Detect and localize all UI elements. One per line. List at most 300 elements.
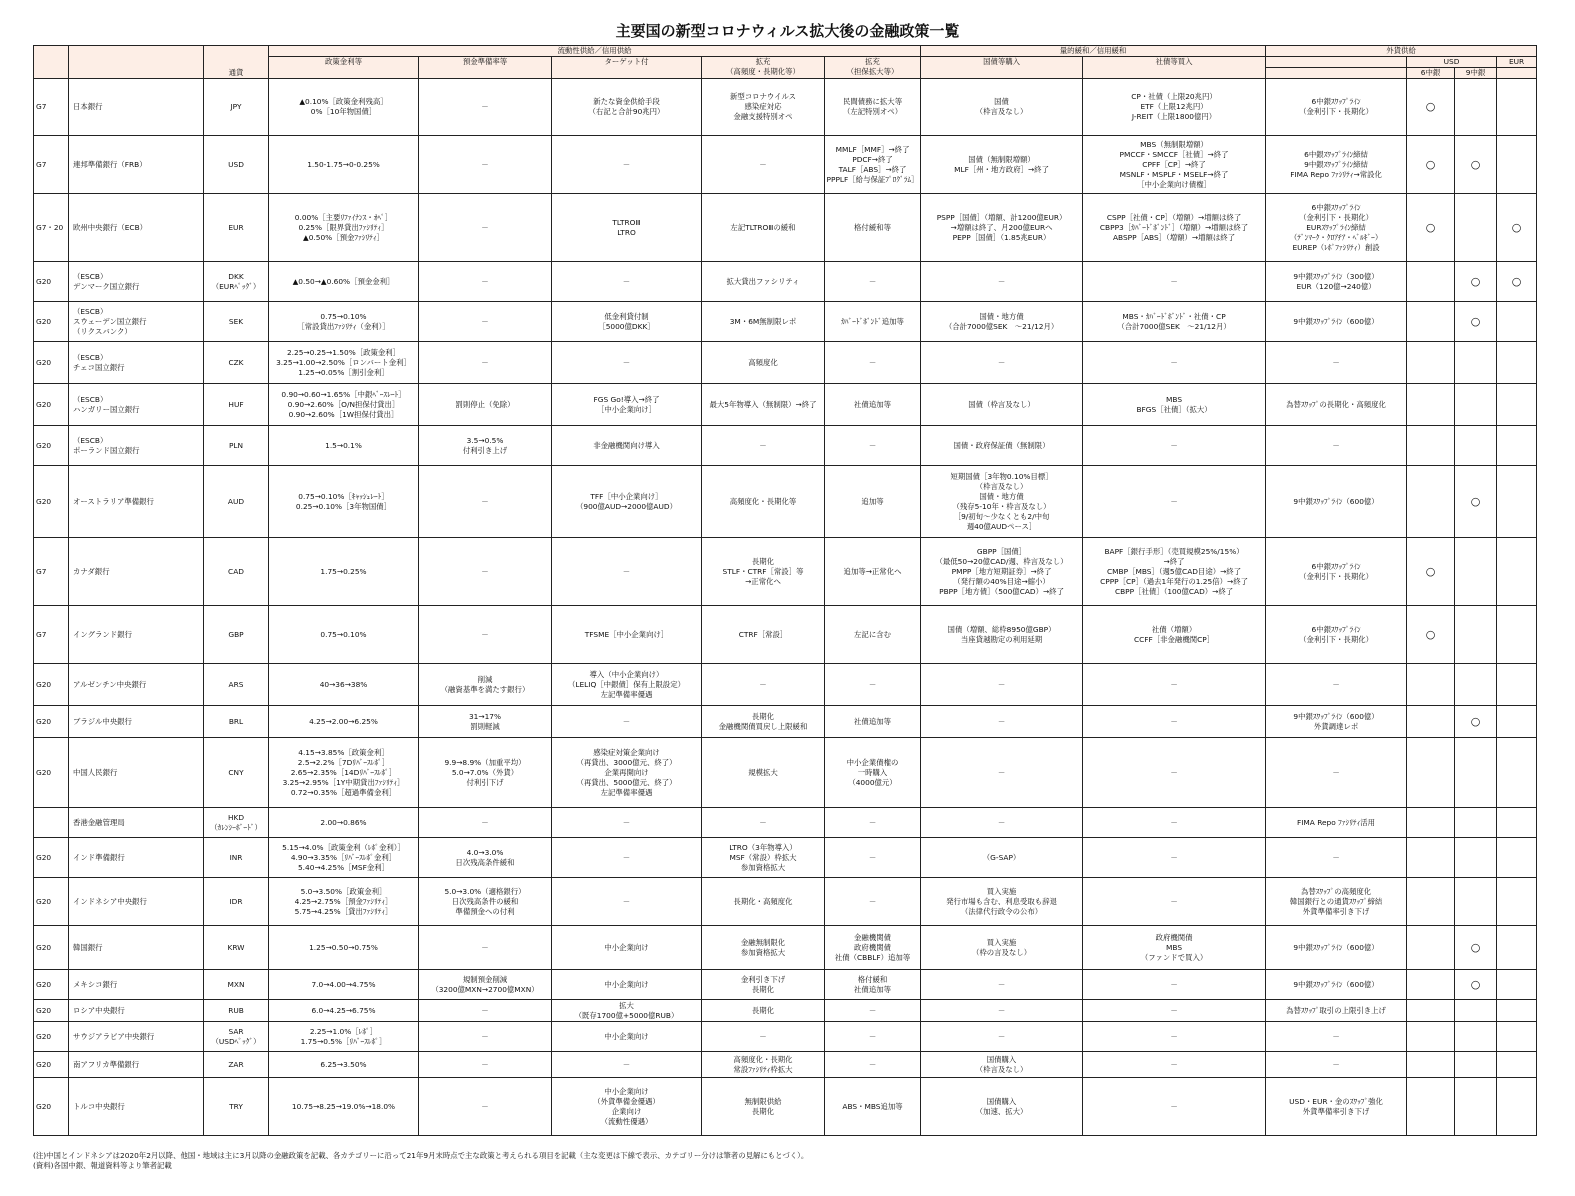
cell-group: G20 (34, 706, 69, 738)
cell-gov: － (921, 262, 1083, 302)
table-row (34, 1052, 1537, 1078)
cell-corp: － (1083, 262, 1266, 302)
source-text: (資料)各国中銀、報道資料等より筆者記載 (33, 1161, 172, 1170)
cell-bank: イングランド銀行 (69, 606, 204, 664)
cell-group: G20 (34, 302, 69, 342)
cell-bank: カナダ銀行 (69, 538, 204, 606)
cell-coll: 格付緩和等 (825, 194, 921, 262)
cell-group: G7 (34, 538, 69, 606)
cell-coll: 民間債務に拡大等 （左記特別オペ） (825, 79, 921, 136)
cell-cur: CNY (204, 738, 269, 808)
cell-reserve: － (419, 926, 552, 970)
cell-eur (1497, 79, 1537, 136)
cell-u6 (1407, 1000, 1455, 1022)
header-expansion-collateral: 拡充 （担保拡大等） (825, 57, 921, 79)
cell-corp: － (1083, 664, 1266, 706)
cell-gov: 国債（枠言及なし） (921, 384, 1083, 426)
cell-gov: 国債・政府保証債（無制限） (921, 426, 1083, 466)
cell-rate: 1.5→0.1% (269, 426, 419, 466)
cell-gov: － (921, 738, 1083, 808)
cell-rate: 1.50-1.75→0-0.25% (269, 136, 419, 194)
cell-targeted: 中小企業向け (552, 926, 702, 970)
cell-gov: 国債 （枠言及なし） (921, 79, 1083, 136)
cell-coll: － (825, 838, 921, 878)
cell-cur: SAR （USDﾍﾟｯｸﾞ） (204, 1022, 269, 1052)
cell-bank: （ESCB） デンマーク国立銀行 (69, 262, 204, 302)
header-govt-bonds: 国債等購入 (921, 57, 1083, 79)
cell-rate: 5.15→4.0%［政策金利（ﾚﾎﾟ金利）］ 4.90→3.35%［ﾘﾊﾞｰｽﾚﾎﾟ金利］ 5.40→4.25%［MSF金利］ (269, 838, 419, 878)
cell-targeted: 拡大 （既存1700億+5000億RUB） (552, 1000, 702, 1022)
table-row (34, 664, 1537, 706)
header-targeted: ターゲット付 (552, 57, 702, 79)
table-row (34, 808, 1537, 838)
cell-bank: メキシコ銀行 (69, 970, 204, 1000)
cell-gov: 買入実施 （枠の言及なし） (921, 926, 1083, 970)
cell-gov: （G-SAP） (921, 838, 1083, 878)
cell-corp: － (1083, 706, 1266, 738)
cell-u9 (1455, 838, 1497, 878)
cell-reserve: － (419, 79, 552, 136)
cell-u6 (1407, 1022, 1455, 1052)
cell-u9: ○ (1455, 262, 1497, 302)
cell-eur (1497, 1078, 1537, 1136)
cell-fx: － (1266, 838, 1407, 878)
cell-u9: ○ (1455, 466, 1497, 538)
cell-bank: 欧州中央銀行（ECB） (69, 194, 204, 262)
cell-eur: ○ (1497, 194, 1537, 262)
cell-group: G20 (34, 970, 69, 1000)
cell-u6 (1407, 262, 1455, 302)
cell-corp: CP・社債（上限20兆円） ETF（上限12兆円） J-REIT（上限1800億円） (1083, 79, 1266, 136)
header-fx-blank (1266, 57, 1407, 68)
header-eur: EUR (1497, 57, 1537, 68)
cell-group: G20 (34, 1000, 69, 1022)
cell-freq: － (702, 808, 825, 838)
cell-coll: － (825, 1052, 921, 1078)
cell-u6 (1407, 426, 1455, 466)
cell-cur: AUD (204, 466, 269, 538)
cell-cur: PLN (204, 426, 269, 466)
cell-reserve: 規制預金削減 （3200億MXN→2700億MXN） (419, 970, 552, 1000)
cell-fx: 6中銀ｽﾜｯﾌﾟﾗｲﾝ締結 9中銀ｽﾜｯﾌﾟﾗｲﾝ締結 FIMA Repo ﾌｧｼﾘﾃｨ→常設化 (1266, 136, 1407, 194)
cell-u9 (1455, 538, 1497, 606)
cell-targeted: － (552, 342, 702, 384)
cell-u9: ○ (1455, 302, 1497, 342)
cell-reserve: － (419, 342, 552, 384)
cell-coll: － (825, 1000, 921, 1022)
cell-reserve: 9.9→8.9%（加重平均） 5.0→7.0%（外貨） 付利引下げ (419, 738, 552, 808)
cell-fx: 6中銀ｽﾜｯﾌﾟﾗｲﾝ （金利引下・長期化） (1266, 606, 1407, 664)
cell-group: G7 (34, 136, 69, 194)
cell-eur (1497, 606, 1537, 664)
cell-coll: － (825, 1022, 921, 1052)
cell-corp: － (1083, 1078, 1266, 1136)
cell-reserve: － (419, 1078, 552, 1136)
cell-rate: 2.25→1.0%［ﾚﾎﾟ］ 1.75→0.5%［ﾘﾊﾞｰｽﾚﾎﾟ］ (269, 1022, 419, 1052)
cell-eur (1497, 342, 1537, 384)
cell-cur: BRL (204, 706, 269, 738)
notes (33, 1151, 808, 1171)
cell-u9: ○ (1455, 706, 1497, 738)
cell-gov: － (921, 1000, 1083, 1022)
cell-bank: 南アフリカ準備銀行 (69, 1052, 204, 1078)
cell-bank: 中国人民銀行 (69, 738, 204, 808)
policy-table (33, 45, 1537, 1136)
cell-group: G20 (34, 926, 69, 970)
cell-eur (1497, 426, 1537, 466)
cell-u6 (1407, 1078, 1455, 1136)
cell-targeted: TLTROⅢ LTRO (552, 194, 702, 262)
cell-bank: サウジアラビア中央銀行 (69, 1022, 204, 1052)
cell-eur (1497, 926, 1537, 970)
cell-bank: 連邦準備銀行（FRB） (69, 136, 204, 194)
cell-bank: ブラジル中央銀行 (69, 706, 204, 738)
cell-coll: － (825, 262, 921, 302)
cell-freq: 最大5年物導入（無制限）→終了 (702, 384, 825, 426)
cell-gov: 国債・地方債 （合計7000億SEK ～21/12月） (921, 302, 1083, 342)
cell-freq: 金利引き下げ 長期化 (702, 970, 825, 1000)
cell-freq: － (702, 664, 825, 706)
cell-bank: インド準備銀行 (69, 838, 204, 878)
cell-reserve: 5.0→3.0%（適格銀行） 日次残高条件の緩和 準備預金への付利 (419, 878, 552, 926)
cell-eur (1497, 1022, 1537, 1052)
cell-reserve: － (419, 136, 552, 194)
cell-rate: 4.15→3.85%［政策金利］ 2.5→2.2%［7Dﾘﾊﾞｰｽﾚﾎﾟ］ 2.65→2.35%［14Dﾘﾊﾞｰｽﾚﾎﾟ］ 3.25→2.95%［1Y中期貸出ﾌｧｼﾘﾃｨ］ 0.72→0.35%［超過準備金利］ (269, 738, 419, 808)
cell-reserve: － (419, 538, 552, 606)
cell-cur: INR (204, 838, 269, 878)
cell-u6: ○ (1407, 606, 1455, 664)
header-eur-blank (1497, 68, 1537, 79)
header-six-banks: 6中銀 (1407, 68, 1455, 79)
cell-corp: MBS（無制限増額） PMCCF・SMCCF［社債］→終了 CPFF［CP］→終了 MSNLF・MSPLF・MSELF→終了 ［中小企業向け債権］ (1083, 136, 1266, 194)
cell-u9 (1455, 664, 1497, 706)
cell-freq: 左記TLTROⅢの緩和 (702, 194, 825, 262)
cell-group: G20 (34, 466, 69, 538)
cell-targeted: － (552, 878, 702, 926)
header-blank-group (34, 46, 69, 79)
cell-corp: MBS・ｶﾊﾞｰﾄﾞﾎﾞﾝﾄﾞ・社債・CP （合計7000億SEK ～21/12月） (1083, 302, 1266, 342)
cell-rate: 6.25→3.50% (269, 1052, 419, 1078)
cell-reserve: 31→17% 罰則軽減 (419, 706, 552, 738)
cell-freq: CTRF［常設］ (702, 606, 825, 664)
cell-coll: ｶﾊﾞｰﾄﾞﾎﾞﾝﾄﾞ追加等 (825, 302, 921, 342)
cell-eur (1497, 878, 1537, 926)
cell-targeted: － (552, 136, 702, 194)
cell-corp: CSPP［社債・CP］（増額）→増額は終了 CBPP3［ｶﾊﾞｰﾄﾞﾎﾞﾝﾄﾞ］（増額）→増額は終了 ABSPP［ABS］（増額）→増額は終了 (1083, 194, 1266, 262)
cell-cur: HUF (204, 384, 269, 426)
cell-fx: － (1266, 1022, 1407, 1052)
cell-bank: （ESCB） ハンガリー国立銀行 (69, 384, 204, 426)
cell-corp: MBS BFGS［社債］（拡大） (1083, 384, 1266, 426)
cell-reserve: － (419, 194, 552, 262)
cell-eur (1497, 664, 1537, 706)
cell-u9 (1455, 384, 1497, 426)
cell-freq: 3M・6M無制限レポ (702, 302, 825, 342)
cell-freq: 金融無制限化 参加資格拡大 (702, 926, 825, 970)
cell-fx: 6中銀ｽﾜｯﾌﾟﾗｲﾝ （金利引下・長期化） (1266, 79, 1407, 136)
cell-coll: MMLF［MMF］→終了 PDCF→終了 TALF［ABS］→終了 PPPLF［給与保証ﾌﾟﾛｸﾞﾗﾑ］ (825, 136, 921, 194)
cell-freq: － (702, 1022, 825, 1052)
cell-fx: 9中銀ｽﾜｯﾌﾟﾗｲﾝ（600億） 外貨調達レポ (1266, 706, 1407, 738)
cell-corp: － (1083, 738, 1266, 808)
cell-eur: ○ (1497, 262, 1537, 302)
cell-cur: DKK （EURﾍﾟｯｸﾞ） (204, 262, 269, 302)
table-row (34, 262, 1537, 302)
cell-u6: ○ (1407, 538, 1455, 606)
cell-rate: 6.0→4.25→6.75% (269, 1000, 419, 1022)
cell-corp: － (1083, 342, 1266, 384)
cell-gov: 短期国債［3年物0.10%目標］ （枠言及なし） 国債・地方債 （残存5-10年・枠言及なし） ［9/初旬～少なくとも2/中旬 週40億AUDペース］ (921, 466, 1083, 538)
cell-targeted: FGS Go!導入→終了 ［中小企業向け］ (552, 384, 702, 426)
table-row (34, 194, 1537, 262)
cell-freq: 長期化 STLF・CTRF［常設］等 →正常化へ (702, 538, 825, 606)
cell-u9: ○ (1455, 136, 1497, 194)
cell-reserve: － (419, 1000, 552, 1022)
cell-cur: CZK (204, 342, 269, 384)
cell-freq: 無制限供給 長期化 (702, 1078, 825, 1136)
cell-fx: 為替ｽﾜｯﾌﾟの長期化・高頻度化 (1266, 384, 1407, 426)
cell-u9 (1455, 1052, 1497, 1078)
cell-u9 (1455, 878, 1497, 926)
cell-fx: － (1266, 1052, 1407, 1078)
cell-u9: ○ (1455, 970, 1497, 1000)
table-row (34, 970, 1537, 1000)
cell-cur: TRY (204, 1078, 269, 1136)
cell-rate: 1.75→0.25% (269, 538, 419, 606)
cell-corp: － (1083, 878, 1266, 926)
header-nine-banks: 9中銀 (1455, 68, 1497, 79)
cell-freq: 高頻度化・長期化 常設ﾌｧｼﾘﾃｨ枠拡大 (702, 1052, 825, 1078)
cell-freq: 新型コロナウイルス 感染症対応 金融支援特別オペ (702, 79, 825, 136)
cell-coll: 社債追加等 (825, 706, 921, 738)
cell-reserve: － (419, 262, 552, 302)
cell-targeted: 中小企業向け （外貨準備金優遇） 企業向け （流動性優遇） (552, 1078, 702, 1136)
cell-group: G20 (34, 342, 69, 384)
cell-bank: 香港金融管理局 (69, 808, 204, 838)
cell-group: G7 (34, 79, 69, 136)
cell-gov: － (921, 1022, 1083, 1052)
cell-group: G20 (34, 384, 69, 426)
cell-freq: － (702, 136, 825, 194)
header-reserve-ratio: 預金準備率等 (419, 57, 552, 79)
cell-bank: ロシア中央銀行 (69, 1000, 204, 1022)
cell-u6 (1407, 838, 1455, 878)
cell-fx: － (1266, 342, 1407, 384)
table-row (34, 466, 1537, 538)
table-header (34, 46, 1537, 79)
cell-coll: － (825, 664, 921, 706)
cell-gov: 国債（増額、総枠8950億GBP） 当座貸越勘定の利用延期 (921, 606, 1083, 664)
cell-gov: － (921, 706, 1083, 738)
cell-corp: － (1083, 1052, 1266, 1078)
cell-cur: ARS (204, 664, 269, 706)
cell-cur: MXN (204, 970, 269, 1000)
cell-u9 (1455, 79, 1497, 136)
cell-targeted: 中小企業向け (552, 1022, 702, 1052)
cell-targeted: TFSME［中小企業向け］ (552, 606, 702, 664)
cell-eur (1497, 838, 1537, 878)
cell-targeted: TFF［中小企業向け］ （900億AUD→2000億AUD） (552, 466, 702, 538)
cell-gov: 買入実施 発行市場も含む、利息受取も辞退 （法律代行政令の公布） (921, 878, 1083, 926)
cell-eur (1497, 466, 1537, 538)
cell-bank: （ESCB） スウェーデン国立銀行 （リクスバンク） (69, 302, 204, 342)
cell-targeted: 感染症対策企業向け （再貸出、3000億元、終了） 企業再開向け （再貸出、5000億元、終了） 左記準備率優遇 (552, 738, 702, 808)
cell-corp: 社債（増額） CCFF［非金融機関CP］ (1083, 606, 1266, 664)
cell-coll: 金融機関債 政府機関債 社債（CBBLF）追加等 (825, 926, 921, 970)
cell-gov: － (921, 970, 1083, 1000)
cell-fx: － (1266, 426, 1407, 466)
header-liquidity-group: 流動性供給／信用供給 (269, 46, 921, 57)
cell-u9 (1455, 1022, 1497, 1052)
cell-rate: 0.90→0.60→1.65%［中銀ﾍﾞｰｽﾚｰﾄ］ 0.90→2.60%［O/N担保付貸出］ 0.90→2.60%［1W担保付貸出］ (269, 384, 419, 426)
cell-cur: EUR (204, 194, 269, 262)
cell-rate: 7.0→4.00→4.75% (269, 970, 419, 1000)
cell-cur: HKD （ｶﾚﾝｼｰﾎﾞｰﾄﾞ） (204, 808, 269, 838)
cell-u6: ○ (1407, 194, 1455, 262)
cell-reserve: 4.0→3.0% 日次残高条件緩和 (419, 838, 552, 878)
cell-freq: 長期化 金融機関債買戻し上限緩和 (702, 706, 825, 738)
cell-rate: 0.75→0.10% ［常設貸出ﾌｧｼﾘﾃｨ（金利）］ (269, 302, 419, 342)
table-row (34, 838, 1537, 878)
cell-targeted: 低金利貸付制 ［5000億DKK］ (552, 302, 702, 342)
cell-group: G20 (34, 1078, 69, 1136)
cell-bank: 日本銀行 (69, 79, 204, 136)
cell-u9 (1455, 342, 1497, 384)
cell-cur: ZAR (204, 1052, 269, 1078)
cell-targeted: － (552, 808, 702, 838)
cell-gov: － (921, 664, 1083, 706)
cell-gov: PSPP［国債］（増額、計1200億EUR） →増額は終了、月200億EURへ PEPP［国債］（1.85兆EUR） (921, 194, 1083, 262)
header-usd: USD (1407, 57, 1497, 68)
table-row (34, 342, 1537, 384)
cell-coll: 中小企業債権の 一時購入 （4000億元） (825, 738, 921, 808)
cell-rate: 40→36→38% (269, 664, 419, 706)
cell-u6 (1407, 342, 1455, 384)
cell-u9 (1455, 808, 1497, 838)
cell-rate: 5.0→3.50%［政策金利］ 4.25→2.75%［預金ﾌｧｼﾘﾃｨ］ 5.75→4.25%［貸出ﾌｧｼﾘﾃｨ］ (269, 878, 419, 926)
table-row (34, 79, 1537, 136)
table-row (34, 606, 1537, 664)
cell-bank: （ESCB） ポーランド国立銀行 (69, 426, 204, 466)
cell-corp: － (1083, 466, 1266, 538)
cell-eur (1497, 136, 1537, 194)
table-row (34, 738, 1537, 808)
header-currency: 通貨 (204, 46, 269, 79)
cell-u6 (1407, 706, 1455, 738)
cell-bank: オーストラリア準備銀行 (69, 466, 204, 538)
cell-coll: 社債追加等 (825, 384, 921, 426)
cell-fx: 為替ｽﾜｯﾌﾟ取引の上限引き上げ (1266, 1000, 1407, 1022)
cell-coll: 格付緩和 社債追加等 (825, 970, 921, 1000)
cell-u6 (1407, 302, 1455, 342)
cell-fx: 為替ｽﾜｯﾌﾟの高頻度化 韓国銀行との通貨ｽﾜｯﾌﾟ締結 外貨準備率引き下げ (1266, 878, 1407, 926)
table-row (34, 878, 1537, 926)
cell-eur (1497, 738, 1537, 808)
cell-gov: 国債購入 （枠言及なし） (921, 1052, 1083, 1078)
cell-targeted: － (552, 262, 702, 302)
cell-rate: 2.00→0.86% (269, 808, 419, 838)
cell-reserve: － (419, 302, 552, 342)
table-row (34, 1000, 1537, 1022)
cell-cur: USD (204, 136, 269, 194)
table-row (34, 426, 1537, 466)
cell-bank: 韓国銀行 (69, 926, 204, 970)
cell-corp: － (1083, 1022, 1266, 1052)
cell-corp: － (1083, 808, 1266, 838)
cell-corp: 政府機関債 MBS （ファンドで買入） (1083, 926, 1266, 970)
table-row (34, 1022, 1537, 1052)
cell-freq: 規模拡大 (702, 738, 825, 808)
cell-group: G20 (34, 426, 69, 466)
cell-freq: － (702, 426, 825, 466)
cell-fx: USD・EUR・金のｽﾜｯﾌﾟ強化 外貨準備率引き下げ (1266, 1078, 1407, 1136)
cell-fx: 6中銀ｽﾜｯﾌﾟﾗｲﾝ （金利引下・長期化） EURｽﾜｯﾌﾟﾗｲﾝ締結 （ﾃﾞﾝﾏｰｸ・ｸﾛｱﾁｱ・ﾍﾞﾙｷﾞｰ） EUREP（ﾚﾎﾟﾌｧｼﾘﾃｨ）創設 (1266, 194, 1407, 262)
cell-u9 (1455, 606, 1497, 664)
cell-reserve: － (419, 808, 552, 838)
cell-u9: ○ (1455, 926, 1497, 970)
cell-targeted: － (552, 538, 702, 606)
cell-reserve: － (419, 1052, 552, 1078)
cell-u9 (1455, 426, 1497, 466)
cell-gov: － (921, 808, 1083, 838)
cell-gov: GBPP［国債］ （最低50→20億CAD/週、枠言及なし） PMPP［地方短期証券］→終了 （発行額の40%目途→縮小） PBPP［地方債］（500億CAD）→終了 (921, 538, 1083, 606)
table-row (34, 384, 1537, 426)
cell-fx: 9中銀ｽﾜｯﾌﾟﾗｲﾝ（600億） (1266, 466, 1407, 538)
cell-cur: RUB (204, 1000, 269, 1022)
cell-fx: 9中銀ｽﾜｯﾌﾟﾗｲﾝ（600億） (1266, 970, 1407, 1000)
header-policy-rate: 政策金利等 (269, 57, 419, 79)
cell-gov: － (921, 342, 1083, 384)
cell-u6: ○ (1407, 79, 1455, 136)
table-row (34, 302, 1537, 342)
cell-rate: 4.25→2.00→6.25% (269, 706, 419, 738)
cell-reserve: 3.5→0.5% 付利引き上げ (419, 426, 552, 466)
cell-bank: アルゼンチン中央銀行 (69, 664, 204, 706)
cell-rate: 2.25→0.25→1.50%［政策金利］ 3.25→1.00→2.50%［ロンバート金利］ 1.25→0.05%［割引金利］ (269, 342, 419, 384)
cell-eur (1497, 706, 1537, 738)
cell-u6 (1407, 926, 1455, 970)
cell-eur (1497, 538, 1537, 606)
cell-fx: 9中銀ｽﾜｯﾌﾟﾗｲﾝ（600億） (1266, 302, 1407, 342)
cell-cur: JPY (204, 79, 269, 136)
cell-u6 (1407, 808, 1455, 838)
cell-cur: GBP (204, 606, 269, 664)
cell-freq: 長期化・高頻度化 (702, 878, 825, 926)
cell-targeted: － (552, 706, 702, 738)
header-corp-bonds: 社債等買入 (1083, 57, 1266, 79)
cell-reserve: － (419, 1022, 552, 1052)
cell-corp: － (1083, 426, 1266, 466)
cell-u9 (1455, 1078, 1497, 1136)
table-row (34, 706, 1537, 738)
cell-group: G20 (34, 664, 69, 706)
cell-gov: 国債購入 （加速、拡大） (921, 1078, 1083, 1136)
cell-freq: 高頻度化・長期化等 (702, 466, 825, 538)
cell-coll: － (825, 878, 921, 926)
cell-targeted: 中小企業向け (552, 970, 702, 1000)
table-row (34, 1078, 1537, 1136)
cell-u9 (1455, 738, 1497, 808)
cell-group: G7 (34, 606, 69, 664)
cell-freq: 長期化 (702, 1000, 825, 1022)
cell-corp: － (1083, 1000, 1266, 1022)
cell-u6 (1407, 664, 1455, 706)
cell-group: G20 (34, 1022, 69, 1052)
cell-targeted: 非金融機関向け導入 (552, 426, 702, 466)
cell-rate: ▲0.50→▲0.60%［預金金利］ (269, 262, 419, 302)
cell-eur (1497, 970, 1537, 1000)
cell-group (34, 808, 69, 838)
